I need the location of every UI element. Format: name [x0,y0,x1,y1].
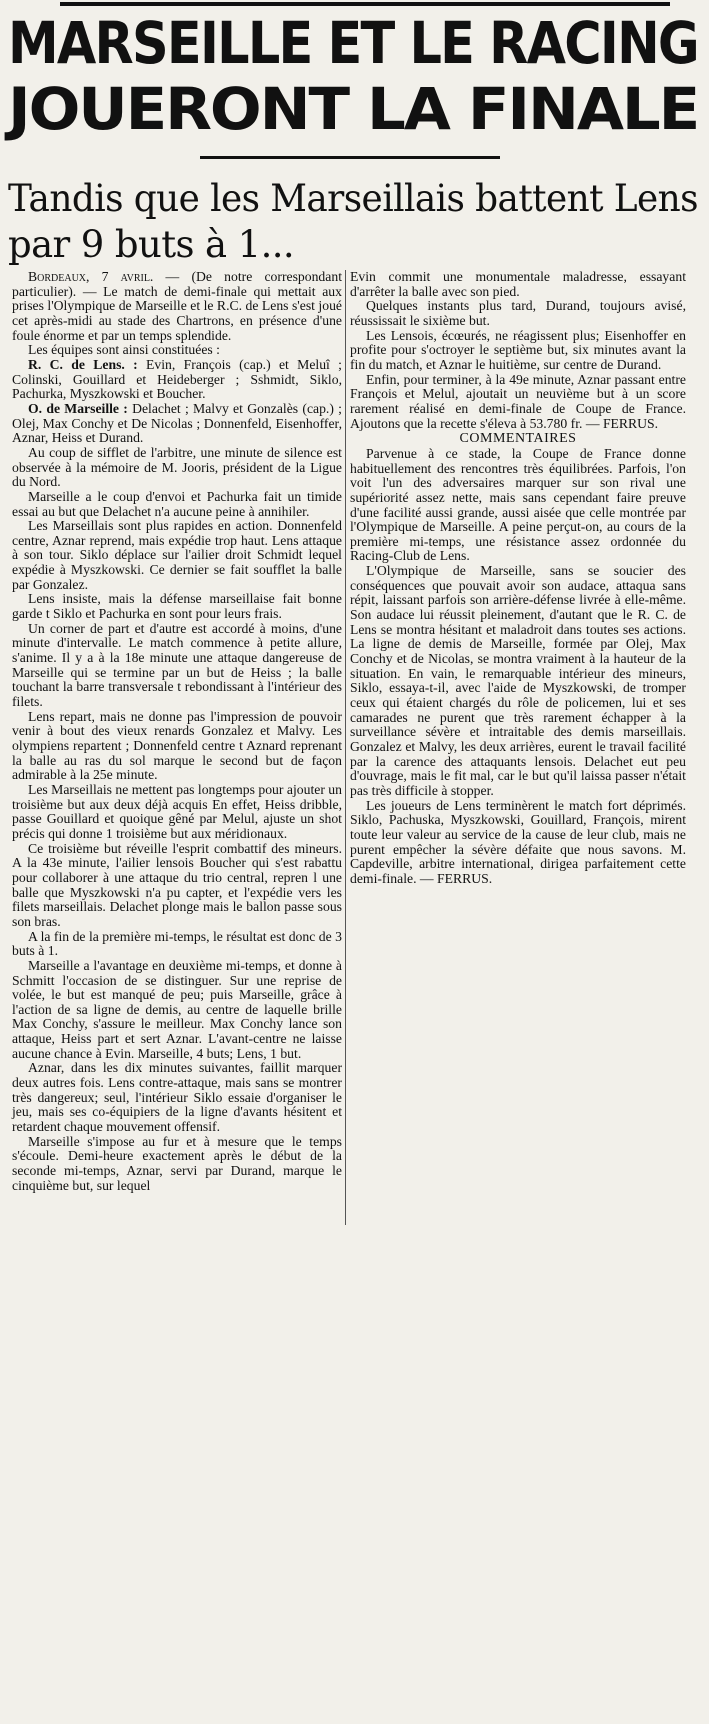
headline-line-1: MARSEILLE ET LE RACING [8,9,698,77]
paragraph: Lens insiste, mais la défense marseillaise fait bonne garde t Siklo et Pachurka en sont pour leurs frais. [12,591,342,622]
paragraph: Evin commit une monumentale maladresse, essayant d'arrêter la balle avec son pied. [350,269,686,299]
om-label: O. de Marseille : [28,400,128,416]
subheadline-line-2: par 9 buts à 1... [8,223,295,266]
lens-label: R. C. de Lens. : [28,356,138,372]
om-players: Delachet ; Malvy et Gonzalès (cap.) ; Olej, Max Conchy et De Nicolas ; Donnenfeld, Eisenhoffer, Aznar, Heiss et Durand. [12,400,342,446]
paragraph: Lens repart, mais ne donne pas l'impression de pouvoir venir à bout des vieux renards Gonzalez et Malvy. Les olympiens repartent ; Donnenfeld centre t Aznard reprenant la balle au ras du sol marque le second but de façon admirable à la 25e minute. [12,708,342,783]
top-rule [60,2,670,6]
headline-line-2: JOUERONT LA FINALE [8,75,699,143]
headline [8,10,698,142]
subheadline [8,176,698,268]
paragraph: Marseille a l'avantage en deuxième mi-temps, et donne à Schmitt l'occasion de se distinguer. Sur une reprise de volée, le but est manqué de peu; puis Marseille, grâce à l'action de sa ligne de demis, au centre de laquelle brille Max Conchy, s'assure le meilleur. Max Conchy lance son attaque, Heiss part et sert Aznar. L'avant-centre ne laisse aucune chance à Evin. Marseille, 4 buts; Lens, 1 but. [12,957,342,1061]
subheadline-line-1: Tandis que les Marseillais battent Lens [8,177,698,220]
dateline: Bordeaux, 7 avril. — [28,269,180,284]
paragraph: Aznar, dans les dix minutes suivantes, faillit marquer deux autres fois. Lens contre-attaque, mais sans se montrer très dangereux; seul, l'intérieur Siklo essaie d'organiser le jeu, mais ses co-équipiers de la ligne d'avants hésitent et retardent chaque mouvement offensif. [12,1060,342,1135]
commentary-title: COMMENTAIRES [459,431,577,447]
lens-lineup [12,358,342,402]
paragraph: A la fin de la première mi-temps, le résultat est donc de 3 buts à 1. [12,928,342,959]
teams-intro: Les équipes sont ainsi constituées : [28,342,220,358]
paragraph: Au coup de sifflet de l'arbitre, une minute de silence est observée à la mémoire de M. Jooris, président de la Ligue du Nord. [12,444,342,490]
paragraph: Les Marseillais sont plus rapides en action. Donnenfeld centre, Aznar reprend, mais expédie trop haut. Lens attaque à son tour. Siklo déplace sur l'ailier droit Schmidt lequel expédie à Myszkowski. Ce dernier se fait soufflet la balle par Gonzalez. [12,518,342,592]
paragraph: Les Marseillais ne mettent pas longtemps pour ajouter un troisième but aux deux déjà acquis En effet, Heiss dribble, passe Gouillard et quoique gêné par Melul, ajuste un shot précis qui donne 1 troisième but aux méridionaux. [12,781,342,841]
headline-divider [200,156,500,159]
article-column-left [12,270,342,1193]
paragraph: Un corner de part et d'autre est accordé à moins, d'une minute d'intervalle. Le match commence à petite allure, s'anime. Il y a à la 18e minute une attaque dangereuse de Marseille qui se termine par un but de Heiss ; la balle touchant la barre transversale t rebondissant à l'intérieur des filets. [12,620,342,710]
paragraph: Enfin, pour terminer, à la 49e minute, Aznar passant entre François et Melul, ajoutait un neuvième but à un score rarement réalisé en demi-finale de Coupe de France. Ajoutons que la recette s'éleva à 53.780 fr. — FERRUS. [350,371,686,431]
om-lineup [12,402,342,446]
commentary-paragraph: Parvenue à ce stade, la Coupe de France donne habituellement des rencontres très équilibrées. Parfois, l'on voit l'un des adversaires marquer sur son rival une supériorité assez nette, mais sans cependant faire preuve d'une facilité aussi grande, aussi aisée que celle montrée par l'Olympique de Marseille. A peine perçut-on, au cours de la première mi-temps, une résistance assez ordonnée du Racing-Club de Lens. [350,445,686,564]
paragraph: Marseille s'impose au fur et à mesure que le temps s'écoule. Demi-heure exactement après le début de la seconde mi-temps, Aznar, servi par Durand, marque le cinquième but, sur lequel [12,1133,342,1193]
article-column-right [350,270,686,887]
commentary-paragraph: L'Olympique de Marseille, sans se soucier des conséquences que pouvait avoir son audace, attaqua sans répit, laissant parfois son arrière-défense livrée à elle-même. Son audace lui réussit pleinement, d'autant que le R. C. de Lens se montra hésitant et maladroit dans toutes ses actions. La ligne de demis de Marseille, formée par Olej, Max Conchy et de Nicolas, se montra vraiment à la hauteur de la situation. En vain, le remarquable intérieur des mineurs, Siklo, essaya-t-il, avec l'aide de Myszkowski, de tromper ceux qui étaient chargés du rôle de policemen, lui et ses camarades ne purent que très rarement échapper à la surveillance sévère et intraitable des demis marseillais. Gonzalez et Malvy, les deux arrières, eurent le travail facilité par la carence des attaquants lensois. Delachet eut peu d'ouvrage, mais le fit mal, car le but qu'il laissa passer n'était pas très difficile à stopper. [350,563,686,798]
commentary-paragraph: Les joueurs de Lens terminèrent le match fort déprimés. Siklo, Pachuska, Myszkowski, Gouillard, François, mirent toute leur valeur au service de la cause de leur club, mais ne purent empêcher la sévère défaite que nous savons. M. Capdeville, arbitre international, dirigea parfaitement cette demi-finale. — FERRUS. [350,797,686,886]
article-intro: Bordeaux, 7 avril. — (De notre correspondant particulier). — Le match de demi-finale qui mettait aux prises l'Olympique de Marseille et le R.C. de Lens s'est joué cet après-midi au stade des Chartrons, en présence d'une foule énorme et par un temps splendide. [12,269,342,343]
paragraph: Marseille a le coup d'envoi et Pachurka fait un timide essai au but que Delachet n'a aucune peine à annihiler. [12,488,342,519]
paragraph: Les Lensois, écœurés, ne réagissent plus; Eisenhoffer en profite pour s'octroyer le septième but, six minutes avant la fin du match, et Aznar le huitième, sur centre de Durand. [350,327,686,372]
paragraph: Ce troisième but réveille l'esprit combattif des mineurs. A la 43e minute, l'ailier lensois Boucher qui s'est rabattu pour collaborer à une attaque du trio central, repren l une balle que Myszkowski n'a pu capter, et l'expédie vers les filets marseillais. Delachet plonge mais le ballon passe sous son bras. [12,840,342,929]
lens-players: Evin, François (cap.) et Meluî ; Colinski, Gouillard et Heideberger ; Sshmidt, Siklo, Pachurka, Myszkowski et Boucher. [12,356,342,402]
column-divider [345,270,346,1225]
paragraph: Quelques instants plus tard, Durand, toujours avisé, réussissait le sixième but. [350,298,686,328]
